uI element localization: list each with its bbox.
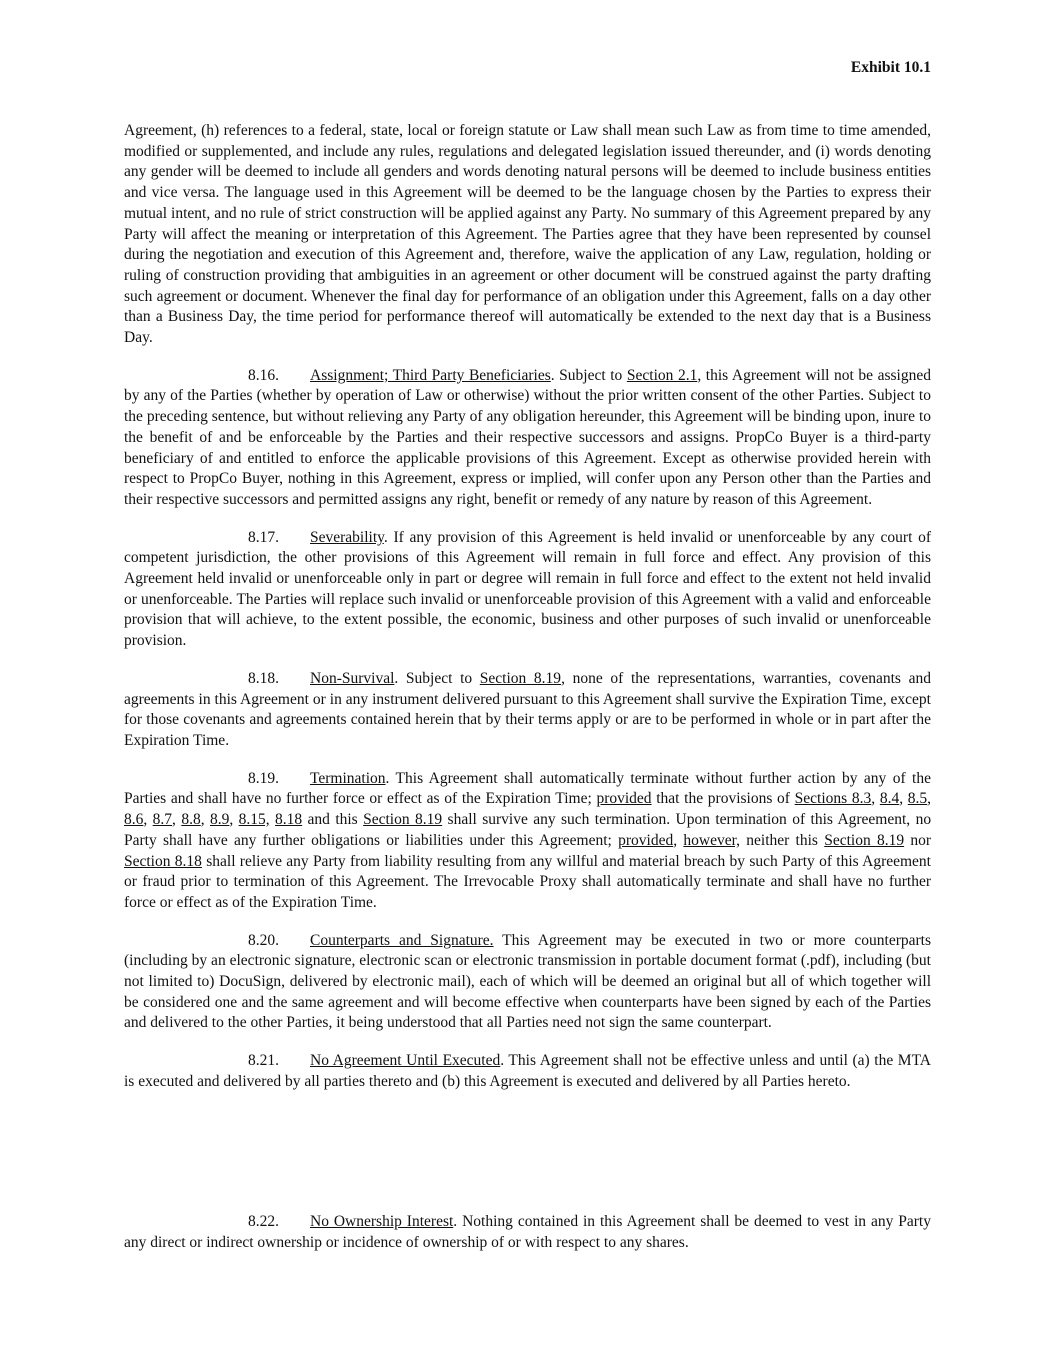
emphasis-provided: provided [618, 831, 674, 849]
section-reference: 8.6 [124, 811, 144, 829]
section-reference: 8.18 [275, 811, 303, 829]
section-8-17: 8.17. Severability. If any provision of this Agreement is held invalid or unenforceable by any court of competent jurisdiction, the other provisions of this Agreement will remain in full force and effect. Any provision of this Agreement held invalid or unenforceable only in part or degree will remain in full force and effect to the extent not held invalid or unenforceable. The Parties will replace such invalid or unenforceable provision of this Agreement with a valid and enforceable provision that will achieve, to the extent possible, the economic, business and other purposes of such invalid or unenforceable provision. [124, 528, 931, 650]
section-title: Assignment; Third Party Beneficiaries [310, 366, 551, 384]
section-number: 8.20. [248, 931, 279, 949]
intro-text: Agreement, (h) references to a federal, state, local or foreign statute or Law shall mean such Law as from time to time amended, modified or supplemented, and include any rules, regulations and delegated legislation issued thereunder, and (i) words denoting any gender will be deemed to include all genders and words denoting natural persons will be deemed to include business entities and vice versa. The language used in this Agreement will be deemed to be the language chosen by the Parties to express their mutual intent, and no rule of strict construction will be applied against any Party. No summary of this Agreement prepared by any Party will affect the meaning or interpretation of this Agreement. The Parties agree that they have been represented by counsel during the negotiation and execution of this Agreement and, therefore, waive the application of any Law, regulation, holding or ruling of construction providing that ambiguities in an agreement or other document will be construed against the party drafting such agreement or document. Whenever the final day for performance of an obligation under this Agreement, falls on a day other than a Business Day, the time period for performance thereof will automatically be extended to the next day that is a Business Day. [124, 122, 931, 347]
section-title: Counterparts and Signature. [310, 931, 494, 949]
emphasis-however: however, [683, 831, 740, 849]
section-8-20: 8.20. Counterparts and Signature. This Agreement may be executed in two or more counterparts (including by an electronic signature, electronic scan or electronic transmission in portable document format (.pdf), including (but not limited to) DocuSign, delivered by electronic mail), each of which will be deemed an original but all of which together will be considered one and the same agreement and will become effective when counterparts have been signed by each of the Parties and delivered to the other Parties, it being understood that all Parties need not sign the same counterpart. [124, 931, 931, 1032]
section-number: 8.16. [248, 366, 279, 384]
section-reference: Section 2.1 [626, 366, 698, 384]
section-title: No Agreement Until Executed [310, 1052, 501, 1070]
section-title: Severability [310, 528, 384, 546]
intro-paragraph [124, 121, 931, 349]
section-8-21: 8.21. No Agreement Until Executed. This Agreement shall not be effective unless and until (a) the MTA is executed and delivered by all parties thereto and (b) this Agreement is executed and delivered by all Parties hereto. [124, 1052, 931, 1090]
section-number: 8.17. [248, 528, 279, 546]
section-reference: 8.9 [209, 811, 230, 829]
section-title: Termination [310, 769, 386, 787]
emphasis-provided: provided [596, 790, 652, 808]
page-bottom-clip [124, 1212, 931, 1251]
section-number: 8.22. [248, 1213, 279, 1230]
section-title: No Ownership Interest [310, 1213, 454, 1230]
section-reference: Section 8.19 [363, 811, 443, 829]
section-reference: 8.8 [181, 811, 201, 829]
exhibit-label: Exhibit 10.1 [850, 59, 931, 76]
section-reference: Section 8.18 [124, 852, 202, 870]
section-reference: 8.5 [907, 790, 928, 808]
section-number: 8.18. [248, 669, 279, 687]
section-title: Non-Survival [310, 669, 395, 687]
section-number: 8.21. [248, 1052, 279, 1070]
section-8-16: 8.16. Assignment; Third Party Beneficiaries. Subject to Section 2.1, this Agreement will not be assigned by any of the Parties (whether by operation of Law or otherwise) without the prior written consent of the other Parties. Subject to the preceding sentence, but without relieving any Party of any obligation hereunder, this Agreement will be binding upon, inure to the benefit of and be enforceable by the Parties and their respective successors and assigns. PropCo Buyer is a third-party beneficiary of and entitled to enforce the applicable provisions of this Agreement. Except as otherwise provided herein with respect to PropCo Buyer, nothing in this Agreement, express or implied, will confer upon any Person other than the Parties and their respective successors and permitted assigns any right, benefit or remedy of any nature by reason of this Agreement. [124, 366, 931, 508]
section-reference: Section 8.19 [824, 831, 905, 849]
section-reference: 8.4 [879, 790, 900, 808]
section-reference: Sections 8.3 [794, 790, 872, 808]
section-8-22: 8.22. No Ownership Interest. Nothing contained in this Agreement shall be deemed to vest in any Party any direct or indirect ownership or incidence of ownership of or with respect to any shares. [124, 1213, 931, 1251]
section-reference: 8.7 [152, 811, 173, 829]
section-number: 8.19. [248, 769, 279, 787]
section-reference: 8.15, [238, 811, 270, 829]
section-8-18: 8.18. Non-Survival. Subject to Section 8.19, none of the representations, warranties, covenants and agreements in this Agreement or in any instrument delivered pursuant to this Agreement shall survive the Expiration Time, except for those covenants and agreements contained herein that by their terms apply or are to be performed in whole or in part after the Expiration Time. [124, 669, 931, 749]
section-reference: Section 8.19 [479, 669, 562, 687]
document-body [124, 121, 931, 1110]
section-8-19: 8.19. Termination. This Agreement shall automatically terminate without further action by any of the Parties and shall have no further force or effect as of the Expiration Time; provided that the provisions of Sections 8.3, 8.4, 8.5, 8.6, 8.7, 8.8, 8.9, 8.15, 8.18 and this Section 8.19 shall survive any such termination. Upon termination of this Agreement, no Party shall have any further obligations or liabilities under this Agreement; provided, however, neither this Section 8.19 nor Section 8.18 shall relieve any Party from liability resulting from any willful and material breach by such Party of this Agreement or fraud prior to termination of this Agreement. The Irrevocable Proxy shall automatically terminate and shall have no further force or effect as of the Expiration Time. [124, 769, 932, 911]
